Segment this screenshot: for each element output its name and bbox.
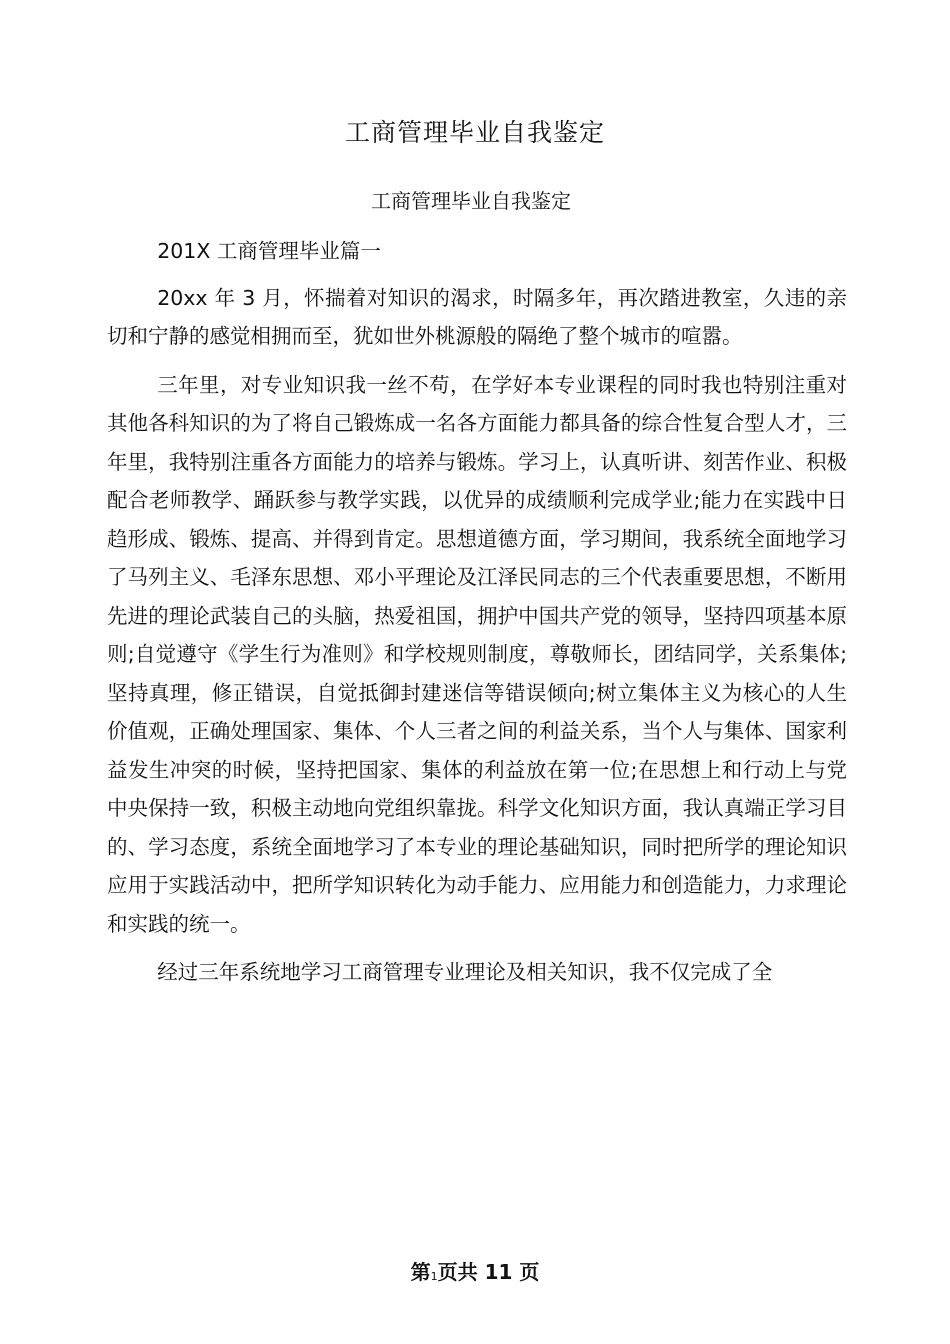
section-heading: 201X 工商管理毕业篇一 [157, 239, 381, 263]
document-title: 工商管理毕业自我鉴定 [344, 118, 605, 147]
paragraph-conclusion: 经过三年系统地学习工商管理专业理论及相关知识，我不仅完成了全 [157, 960, 773, 984]
document-body [107, 232, 847, 1002]
page-number: 1 [430, 1270, 438, 1283]
paragraph-three-years: 三年里，对专业知识我一丝不苟，在学好本专业课程的同时我也特别注重对其他各科知识的为了将自己锻炼成一名各方面能力都具备的综合性复合型人才，三年里，我特别注重各方面能力的培养与锻炼。学习上，认真听讲、刻苦作业、积极配合老师教学、踊跃参与教学实践，以优异的成绩顺利完成学业;能力在实践中日趋形成、锻炼、提高、并得到肯定。思想道德方面，学习期间，我系统全面地学习了马列主义、毛泽东思想、邓小平理论及江泽民同志的三个代表重要思想，不断用先进的理论武装自己的头脑，热爱祖国，拥护中国共产党的领导，坚持四项基本原则;自觉遵守《学生行为准则》和学校规则制度，尊敬师长，团结同学，关系集体;坚持真理，修正错误，自觉抵御封建迷信等错误倾向;树立集体主义为核心的人生价值观，正确处理国家、集体、个人三者之间的利益关系，当个人与集体、国家利益发生冲突的时候，坚持把国家、集体的利益放在第一位;在思想上和行动上与党中央保持一致，积极主动地向党组织靠拢。科学文化知识方面，我认真端正学习目的、学习态度，系统全面地学习了本专业的理论基础知识，同时把所学的理论知识应用于实践活动中，把所学知识转化为动手能力、应用能力和创造能力，力求理论和实践的统一。 [107, 372, 847, 936]
footer-prefix: 第 [410, 1260, 431, 1284]
page-footer [0, 1257, 950, 1291]
paragraph-intro: 20xx 年 3 月，怀揣着对知识的渴求，时隔多年，再次踏进教室，久违的亲切和宁静的感觉相拥而至，犹如世外桃源般的隔绝了整个城市的喧嚣。 [107, 285, 847, 348]
document-subtitle: 工商管理毕业自我鉴定 [371, 189, 571, 213]
footer-suffix: 页共 11 页 [437, 1260, 540, 1284]
